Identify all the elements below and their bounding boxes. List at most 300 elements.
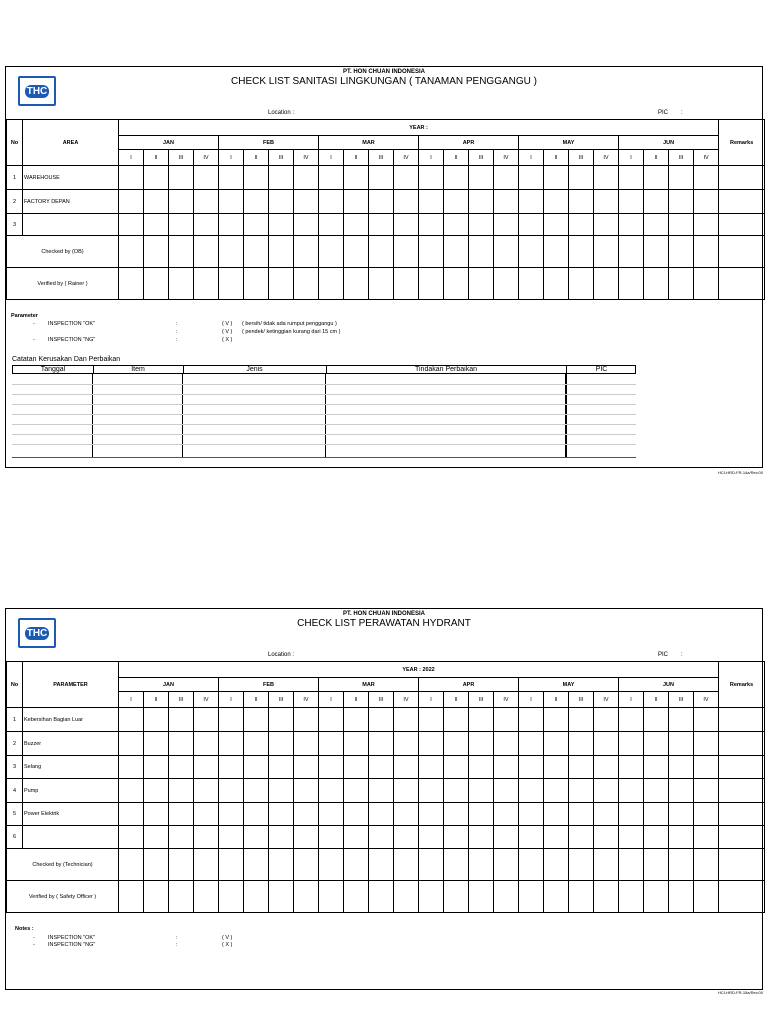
check-cell[interactable] (444, 708, 469, 732)
check-cell[interactable] (669, 803, 694, 826)
check-cell[interactable] (669, 214, 694, 236)
signature-cell[interactable] (119, 236, 144, 268)
signature-cell[interactable] (519, 849, 544, 881)
remarks-cell[interactable] (719, 849, 765, 881)
check-cell[interactable] (694, 779, 719, 803)
check-cell[interactable] (569, 732, 594, 756)
check-cell[interactable] (644, 166, 669, 190)
check-cell[interactable] (169, 826, 194, 849)
signature-cell[interactable] (194, 849, 219, 881)
check-cell[interactable] (444, 732, 469, 756)
check-cell[interactable] (644, 190, 669, 214)
check-cell[interactable] (569, 779, 594, 803)
signature-cell[interactable] (619, 881, 644, 913)
check-cell[interactable] (294, 190, 319, 214)
check-cell[interactable] (344, 756, 369, 779)
check-cell[interactable] (394, 190, 419, 214)
check-cell[interactable] (519, 779, 544, 803)
signature-cell[interactable] (519, 268, 544, 300)
check-cell[interactable] (619, 826, 644, 849)
signature-cell[interactable] (444, 268, 469, 300)
check-cell[interactable] (194, 732, 219, 756)
signature-cell[interactable] (394, 881, 419, 913)
signature-cell[interactable] (344, 881, 369, 913)
check-cell[interactable] (369, 214, 394, 236)
signature-cell[interactable] (569, 268, 594, 300)
check-cell[interactable] (694, 756, 719, 779)
signature-cell[interactable] (694, 268, 719, 300)
check-cell[interactable] (544, 732, 569, 756)
check-cell[interactable] (444, 826, 469, 849)
check-cell[interactable] (419, 803, 444, 826)
check-cell[interactable] (194, 708, 219, 732)
signature-cell[interactable] (244, 849, 269, 881)
check-cell[interactable] (469, 756, 494, 779)
check-cell[interactable] (594, 756, 619, 779)
check-cell[interactable] (119, 803, 144, 826)
check-cell[interactable] (419, 166, 444, 190)
signature-cell[interactable] (544, 268, 569, 300)
check-cell[interactable] (569, 190, 594, 214)
remarks-cell[interactable] (719, 166, 765, 190)
check-cell[interactable] (619, 732, 644, 756)
signature-cell[interactable] (169, 881, 194, 913)
signature-cell[interactable] (569, 881, 594, 913)
check-cell[interactable] (494, 756, 519, 779)
signature-cell[interactable] (569, 236, 594, 268)
check-cell[interactable] (644, 708, 669, 732)
signature-cell[interactable] (694, 881, 719, 913)
check-cell[interactable] (319, 803, 344, 826)
signature-cell[interactable] (194, 236, 219, 268)
check-cell[interactable] (569, 803, 594, 826)
signature-cell[interactable] (494, 849, 519, 881)
signature-cell[interactable] (619, 849, 644, 881)
check-cell[interactable] (244, 779, 269, 803)
check-cell[interactable] (244, 214, 269, 236)
check-cell[interactable] (494, 803, 519, 826)
check-cell[interactable] (294, 708, 319, 732)
signature-cell[interactable] (144, 881, 169, 913)
check-cell[interactable] (569, 756, 594, 779)
check-cell[interactable] (594, 214, 619, 236)
signature-cell[interactable] (344, 236, 369, 268)
check-cell[interactable] (694, 708, 719, 732)
signature-cell[interactable] (469, 881, 494, 913)
check-cell[interactable] (269, 190, 294, 214)
check-cell[interactable] (144, 190, 169, 214)
check-cell[interactable] (644, 826, 669, 849)
check-cell[interactable] (394, 826, 419, 849)
signature-cell[interactable] (619, 268, 644, 300)
signature-cell[interactable] (144, 268, 169, 300)
check-cell[interactable] (519, 756, 544, 779)
signature-cell[interactable] (494, 881, 519, 913)
check-cell[interactable] (244, 190, 269, 214)
remarks-cell[interactable] (719, 268, 765, 300)
check-cell[interactable] (219, 214, 244, 236)
check-cell[interactable] (644, 779, 669, 803)
signature-cell[interactable] (144, 849, 169, 881)
check-cell[interactable] (169, 190, 194, 214)
check-cell[interactable] (494, 708, 519, 732)
signature-cell[interactable] (469, 268, 494, 300)
check-cell[interactable] (169, 732, 194, 756)
signature-cell[interactable] (369, 849, 394, 881)
signature-cell[interactable] (119, 849, 144, 881)
check-cell[interactable] (394, 779, 419, 803)
signature-cell[interactable] (294, 268, 319, 300)
check-cell[interactable] (269, 214, 294, 236)
check-cell[interactable] (344, 708, 369, 732)
signature-cell[interactable] (219, 268, 244, 300)
check-cell[interactable] (469, 190, 494, 214)
check-cell[interactable] (494, 779, 519, 803)
check-cell[interactable] (294, 803, 319, 826)
check-cell[interactable] (169, 803, 194, 826)
signature-cell[interactable] (644, 268, 669, 300)
signature-cell[interactable] (669, 236, 694, 268)
check-cell[interactable] (594, 803, 619, 826)
signature-cell[interactable] (119, 881, 144, 913)
signature-cell[interactable] (619, 236, 644, 268)
check-cell[interactable] (694, 214, 719, 236)
check-cell[interactable] (369, 756, 394, 779)
signature-cell[interactable] (194, 268, 219, 300)
check-cell[interactable] (619, 190, 644, 214)
check-cell[interactable] (294, 779, 319, 803)
signature-cell[interactable] (169, 236, 194, 268)
check-cell[interactable] (669, 732, 694, 756)
check-cell[interactable] (194, 214, 219, 236)
check-cell[interactable] (644, 732, 669, 756)
check-cell[interactable] (469, 732, 494, 756)
check-cell[interactable] (294, 756, 319, 779)
check-cell[interactable] (319, 708, 344, 732)
check-cell[interactable] (444, 779, 469, 803)
remarks-cell[interactable] (719, 214, 765, 236)
check-cell[interactable] (569, 214, 594, 236)
check-cell[interactable] (544, 756, 569, 779)
check-cell[interactable] (494, 166, 519, 190)
check-cell[interactable] (319, 826, 344, 849)
check-cell[interactable] (494, 826, 519, 849)
signature-cell[interactable] (419, 236, 444, 268)
check-cell[interactable] (344, 732, 369, 756)
check-cell[interactable] (169, 214, 194, 236)
signature-cell[interactable] (594, 268, 619, 300)
check-cell[interactable] (444, 190, 469, 214)
signature-cell[interactable] (169, 268, 194, 300)
check-cell[interactable] (619, 756, 644, 779)
signature-cell[interactable] (394, 849, 419, 881)
check-cell[interactable] (194, 779, 219, 803)
signature-cell[interactable] (669, 881, 694, 913)
check-cell[interactable] (294, 166, 319, 190)
signature-cell[interactable] (519, 881, 544, 913)
check-cell[interactable] (119, 756, 144, 779)
check-cell[interactable] (519, 166, 544, 190)
check-cell[interactable] (569, 166, 594, 190)
check-cell[interactable] (494, 190, 519, 214)
check-cell[interactable] (694, 190, 719, 214)
check-cell[interactable] (669, 190, 694, 214)
signature-cell[interactable] (269, 236, 294, 268)
check-cell[interactable] (244, 166, 269, 190)
check-cell[interactable] (469, 708, 494, 732)
signature-cell[interactable] (294, 849, 319, 881)
remarks-cell[interactable] (719, 803, 765, 826)
check-cell[interactable] (419, 779, 444, 803)
check-cell[interactable] (169, 756, 194, 779)
signature-cell[interactable] (344, 849, 369, 881)
check-cell[interactable] (169, 708, 194, 732)
check-cell[interactable] (544, 803, 569, 826)
signature-cell[interactable] (219, 236, 244, 268)
check-cell[interactable] (544, 826, 569, 849)
remarks-cell[interactable] (719, 881, 765, 913)
check-cell[interactable] (594, 708, 619, 732)
check-cell[interactable] (469, 826, 494, 849)
check-cell[interactable] (669, 708, 694, 732)
check-cell[interactable] (219, 190, 244, 214)
signature-cell[interactable] (269, 268, 294, 300)
signature-cell[interactable] (694, 849, 719, 881)
check-cell[interactable] (644, 803, 669, 826)
check-cell[interactable] (194, 826, 219, 849)
signature-cell[interactable] (594, 849, 619, 881)
signature-cell[interactable] (194, 881, 219, 913)
check-cell[interactable] (144, 779, 169, 803)
check-cell[interactable] (669, 779, 694, 803)
signature-cell[interactable] (544, 236, 569, 268)
check-cell[interactable] (469, 779, 494, 803)
signature-cell[interactable] (344, 268, 369, 300)
remarks-cell[interactable] (719, 732, 765, 756)
check-cell[interactable] (394, 708, 419, 732)
signature-cell[interactable] (669, 849, 694, 881)
signature-cell[interactable] (244, 268, 269, 300)
check-cell[interactable] (219, 779, 244, 803)
signature-cell[interactable] (544, 881, 569, 913)
signature-cell[interactable] (219, 849, 244, 881)
signature-cell[interactable] (369, 268, 394, 300)
signature-cell[interactable] (319, 881, 344, 913)
check-cell[interactable] (319, 166, 344, 190)
check-cell[interactable] (219, 708, 244, 732)
check-cell[interactable] (519, 803, 544, 826)
signature-cell[interactable] (519, 236, 544, 268)
check-cell[interactable] (219, 166, 244, 190)
check-cell[interactable] (594, 190, 619, 214)
check-cell[interactable] (619, 166, 644, 190)
check-cell[interactable] (269, 756, 294, 779)
signature-cell[interactable] (444, 849, 469, 881)
check-cell[interactable] (144, 756, 169, 779)
check-cell[interactable] (119, 826, 144, 849)
check-cell[interactable] (569, 708, 594, 732)
check-cell[interactable] (394, 803, 419, 826)
signature-cell[interactable] (119, 268, 144, 300)
check-cell[interactable] (694, 826, 719, 849)
check-cell[interactable] (694, 732, 719, 756)
check-cell[interactable] (269, 166, 294, 190)
signature-cell[interactable] (269, 881, 294, 913)
check-cell[interactable] (244, 732, 269, 756)
signature-cell[interactable] (369, 881, 394, 913)
check-cell[interactable] (494, 732, 519, 756)
remarks-cell[interactable] (719, 756, 765, 779)
signature-cell[interactable] (419, 881, 444, 913)
check-cell[interactable] (594, 732, 619, 756)
signature-cell[interactable] (644, 849, 669, 881)
check-cell[interactable] (294, 732, 319, 756)
signature-cell[interactable] (419, 849, 444, 881)
remarks-cell[interactable] (719, 826, 765, 849)
check-cell[interactable] (519, 732, 544, 756)
check-cell[interactable] (269, 803, 294, 826)
check-cell[interactable] (344, 190, 369, 214)
check-cell[interactable] (694, 166, 719, 190)
check-cell[interactable] (619, 803, 644, 826)
check-cell[interactable] (419, 708, 444, 732)
check-cell[interactable] (344, 779, 369, 803)
check-cell[interactable] (419, 190, 444, 214)
check-cell[interactable] (269, 732, 294, 756)
check-cell[interactable] (194, 803, 219, 826)
signature-cell[interactable] (369, 236, 394, 268)
check-cell[interactable] (694, 803, 719, 826)
check-cell[interactable] (219, 756, 244, 779)
signature-cell[interactable] (319, 236, 344, 268)
check-cell[interactable] (244, 803, 269, 826)
check-cell[interactable] (119, 708, 144, 732)
check-cell[interactable] (144, 708, 169, 732)
signature-cell[interactable] (644, 881, 669, 913)
check-cell[interactable] (369, 166, 394, 190)
check-cell[interactable] (344, 826, 369, 849)
signature-cell[interactable] (394, 268, 419, 300)
check-cell[interactable] (594, 779, 619, 803)
signature-cell[interactable] (469, 236, 494, 268)
signature-cell[interactable] (244, 881, 269, 913)
check-cell[interactable] (319, 732, 344, 756)
check-cell[interactable] (269, 779, 294, 803)
signature-cell[interactable] (594, 236, 619, 268)
check-cell[interactable] (144, 826, 169, 849)
check-cell[interactable] (144, 214, 169, 236)
check-cell[interactable] (494, 214, 519, 236)
check-cell[interactable] (619, 708, 644, 732)
check-cell[interactable] (319, 779, 344, 803)
signature-cell[interactable] (494, 268, 519, 300)
check-cell[interactable] (669, 166, 694, 190)
signature-cell[interactable] (644, 236, 669, 268)
check-cell[interactable] (544, 214, 569, 236)
check-cell[interactable] (244, 708, 269, 732)
signature-cell[interactable] (444, 236, 469, 268)
remarks-cell[interactable] (719, 708, 765, 732)
signature-cell[interactable] (144, 236, 169, 268)
check-cell[interactable] (119, 166, 144, 190)
check-cell[interactable] (669, 826, 694, 849)
check-cell[interactable] (344, 214, 369, 236)
check-cell[interactable] (394, 214, 419, 236)
check-cell[interactable] (519, 708, 544, 732)
check-cell[interactable] (294, 214, 319, 236)
check-cell[interactable] (119, 214, 144, 236)
check-cell[interactable] (369, 803, 394, 826)
check-cell[interactable] (119, 779, 144, 803)
signature-cell[interactable] (469, 849, 494, 881)
check-cell[interactable] (269, 826, 294, 849)
signature-cell[interactable] (494, 236, 519, 268)
check-cell[interactable] (519, 190, 544, 214)
check-cell[interactable] (344, 803, 369, 826)
check-cell[interactable] (594, 826, 619, 849)
signature-cell[interactable] (569, 849, 594, 881)
signature-cell[interactable] (219, 881, 244, 913)
signature-cell[interactable] (394, 236, 419, 268)
check-cell[interactable] (644, 756, 669, 779)
check-cell[interactable] (394, 166, 419, 190)
check-cell[interactable] (219, 803, 244, 826)
check-cell[interactable] (319, 214, 344, 236)
check-cell[interactable] (419, 214, 444, 236)
check-cell[interactable] (369, 779, 394, 803)
signature-cell[interactable] (419, 268, 444, 300)
check-cell[interactable] (469, 166, 494, 190)
check-cell[interactable] (469, 803, 494, 826)
check-cell[interactable] (394, 732, 419, 756)
check-cell[interactable] (369, 708, 394, 732)
check-cell[interactable] (569, 826, 594, 849)
check-cell[interactable] (519, 214, 544, 236)
check-cell[interactable] (419, 732, 444, 756)
check-cell[interactable] (469, 214, 494, 236)
remarks-cell[interactable] (719, 779, 765, 803)
check-cell[interactable] (319, 190, 344, 214)
check-cell[interactable] (219, 732, 244, 756)
check-cell[interactable] (169, 166, 194, 190)
check-cell[interactable] (544, 779, 569, 803)
check-cell[interactable] (244, 756, 269, 779)
check-cell[interactable] (144, 803, 169, 826)
check-cell[interactable] (544, 166, 569, 190)
check-cell[interactable] (344, 166, 369, 190)
check-cell[interactable] (594, 166, 619, 190)
check-cell[interactable] (419, 826, 444, 849)
signature-cell[interactable] (244, 236, 269, 268)
check-cell[interactable] (319, 756, 344, 779)
check-cell[interactable] (119, 732, 144, 756)
signature-cell[interactable] (294, 881, 319, 913)
signature-cell[interactable] (169, 849, 194, 881)
check-cell[interactable] (444, 756, 469, 779)
check-cell[interactable] (119, 190, 144, 214)
check-cell[interactable] (269, 708, 294, 732)
check-cell[interactable] (244, 826, 269, 849)
check-cell[interactable] (544, 190, 569, 214)
signature-cell[interactable] (269, 849, 294, 881)
check-cell[interactable] (619, 779, 644, 803)
check-cell[interactable] (144, 166, 169, 190)
check-cell[interactable] (544, 708, 569, 732)
check-cell[interactable] (444, 214, 469, 236)
signature-cell[interactable] (594, 881, 619, 913)
check-cell[interactable] (194, 756, 219, 779)
signature-cell[interactable] (444, 881, 469, 913)
